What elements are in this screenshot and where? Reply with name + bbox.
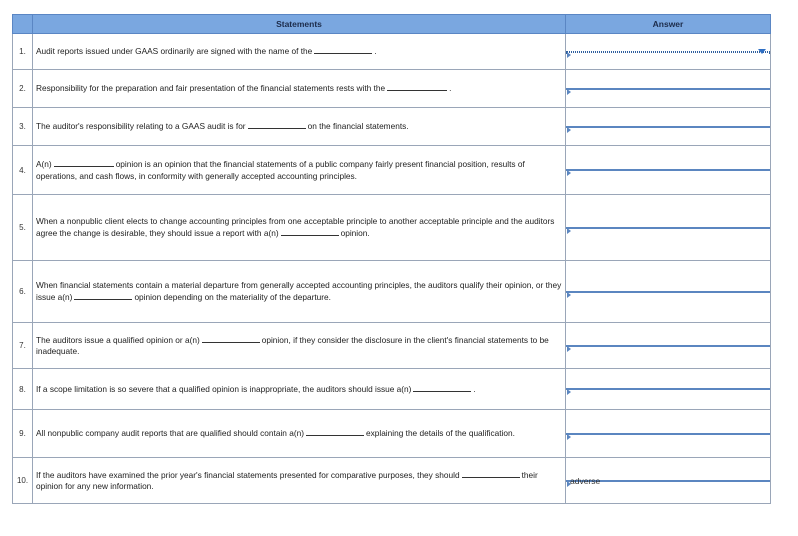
chevron-down-icon [758, 49, 766, 54]
fill-in-blank [202, 334, 260, 343]
statement-post: opinion. [340, 228, 370, 238]
row-number: 6. [13, 261, 33, 323]
table-row [13, 70, 771, 108]
fill-in-blank [306, 427, 364, 436]
corner-marker-icon [567, 389, 571, 395]
table-row [13, 458, 771, 504]
statement-text [33, 458, 566, 504]
table-row [13, 261, 771, 323]
answer-select[interactable] [566, 51, 770, 53]
answer-cell [566, 146, 771, 195]
corner-marker-icon [567, 52, 571, 58]
header-statements: Statements [33, 15, 566, 34]
statement-post: on the financial statements. [307, 121, 409, 132]
answer-select[interactable] [566, 291, 770, 293]
statement-pre: The auditor's responsibility relating to a GAAS audit is for [36, 121, 246, 132]
statement-pre: When financial statements contain a material departure from generally accepted accounting principles, the auditors qualify their opinion, or they issue a(n) [36, 279, 562, 302]
table-row [13, 108, 771, 146]
table-row [13, 195, 771, 261]
statement-text [33, 108, 566, 146]
table-row [13, 34, 771, 70]
row-number: 9. [13, 410, 33, 458]
answer-cell [566, 458, 771, 504]
statement-post: explaining the details of the qualification. [365, 428, 515, 439]
corner-marker-icon [567, 127, 571, 133]
answer-cell [566, 70, 771, 108]
corner-marker-icon [567, 228, 571, 234]
statement-text [33, 146, 566, 195]
statement-post: opinion is an opinion that the financial statements of a public company fairly present financial position, results of operations, and cash flows, in conformity with generally accepted accounting principles. [36, 159, 525, 181]
answer-cell [566, 34, 771, 70]
corner-marker-icon [567, 292, 571, 298]
statement-text [33, 195, 566, 261]
fill-in-blank [281, 227, 339, 236]
row-number: 1. [13, 34, 33, 70]
answer-select[interactable] [566, 169, 770, 171]
statement-pre: When a nonpublic client elects to change accounting principles from one acceptable principle to another acceptable principle and the auditors agree the change is desirable, they should issue a report with a(n) [36, 215, 555, 238]
corner-marker-icon [567, 170, 571, 176]
corner-marker-icon [567, 346, 571, 352]
statement-text [33, 34, 566, 70]
answer-cell [566, 261, 771, 323]
statement-post: . [449, 83, 452, 94]
statement-text [33, 323, 566, 369]
fill-in-blank [314, 45, 372, 54]
statement-pre: If the auditors have examined the prior year's financial statements presented for comparative purposes, they should [36, 469, 460, 480]
table-row [13, 410, 771, 458]
header-num [13, 15, 33, 34]
corner-marker-icon [567, 434, 571, 440]
table-row [13, 146, 771, 195]
fill-in-blank [387, 82, 447, 91]
fill-in-blank [74, 291, 132, 300]
header-answer: Answer [566, 15, 771, 34]
fill-in-blank [462, 469, 520, 478]
corner-marker-icon [567, 89, 571, 95]
statement-post: opinion depending on the materiality of the departure. [134, 292, 331, 302]
table-row [13, 323, 771, 369]
statement-pre: Audit reports issued under GAAS ordinarily are signed with the name of the [36, 46, 313, 57]
statement-pre: The auditors issue a qualified opinion or a(n) [36, 334, 200, 345]
statement-pre: A(n) [36, 159, 52, 170]
statement-pre: If a scope limitation is so severe that a qualified opinion is inappropriate, the auditors should issue a(n) [36, 383, 412, 394]
statement-post: their opinion for any new information. [36, 469, 538, 491]
answer-select[interactable] [566, 126, 770, 128]
answer-cell [566, 108, 771, 146]
answer-select[interactable] [566, 388, 770, 390]
table-row [13, 369, 771, 410]
statement-text [33, 369, 566, 410]
statement-post: opinion, if they consider the disclosure in the client's financial statements to be inadequate. [36, 334, 549, 356]
row-number: 3. [13, 108, 33, 146]
row-number: 2. [13, 70, 33, 108]
statement-post: . [473, 383, 476, 394]
answer-cell [566, 410, 771, 458]
row-number: 8. [13, 369, 33, 410]
answer-cell [566, 195, 771, 261]
statement-text [33, 70, 566, 108]
fill-in-blank [413, 383, 471, 392]
fill-in-blank [54, 158, 114, 167]
header-row [13, 15, 771, 34]
statement-text [33, 410, 566, 458]
answer-cell [566, 323, 771, 369]
statements-table [12, 14, 771, 504]
answer-select[interactable] [566, 88, 770, 90]
statement-text [33, 261, 566, 323]
answer-select[interactable] [566, 433, 770, 435]
answer-select[interactable] [566, 345, 770, 347]
statement-post: . [374, 46, 377, 57]
statement-pre: Responsibility for the preparation and fair presentation of the financial statements rests with the [36, 83, 386, 94]
answer-select[interactable] [566, 227, 770, 229]
answer-cell [566, 369, 771, 410]
row-number: 5. [13, 195, 33, 261]
row-number: 4. [13, 146, 33, 195]
statement-pre: All nonpublic company audit reports that are qualified should contain a(n) [36, 428, 304, 439]
fill-in-blank [248, 120, 306, 129]
row-number: 10. [13, 458, 33, 504]
answer-value: adverse [570, 475, 601, 486]
answer-select[interactable] [566, 475, 770, 486]
row-number: 7. [13, 323, 33, 369]
